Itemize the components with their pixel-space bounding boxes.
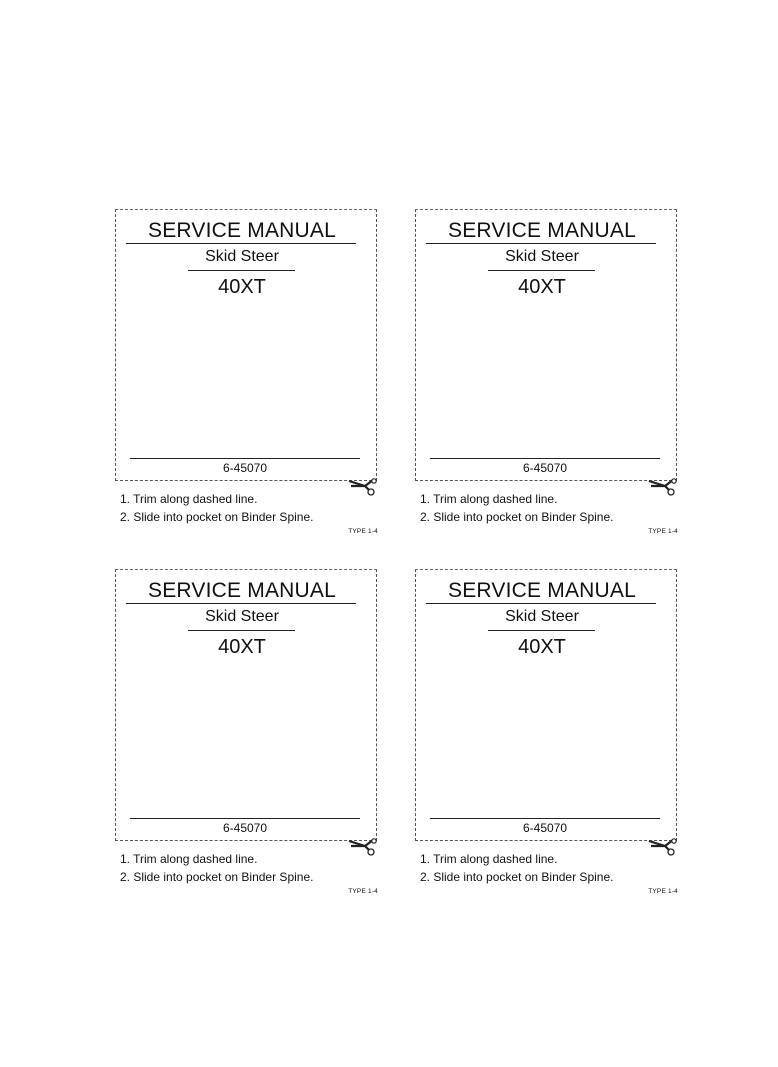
label-subtitle: Skid Steer bbox=[505, 248, 579, 265]
instruction-2: 2. Slide into pocket on Binder Spine. bbox=[420, 510, 614, 524]
type-label: TYPE 1-4 bbox=[348, 528, 378, 535]
label-part-number: 6-45070 bbox=[522, 821, 568, 835]
label-subtitle: Skid Steer bbox=[205, 608, 279, 625]
dashed-cut-line bbox=[115, 209, 377, 481]
title-rule bbox=[426, 243, 656, 244]
part-number-rule bbox=[130, 458, 360, 459]
part-number-rule bbox=[430, 458, 660, 459]
label-title: SERVICE MANUAL bbox=[448, 579, 636, 602]
label-title: SERVICE MANUAL bbox=[448, 219, 636, 242]
subtitle-rule bbox=[188, 630, 295, 631]
dashed-cut-line bbox=[115, 569, 377, 841]
subtitle-rule bbox=[488, 630, 595, 631]
scissors-icon bbox=[647, 837, 677, 859]
label-model: 40XT bbox=[218, 636, 266, 658]
instruction-1: 1. Trim along dashed line. bbox=[120, 852, 258, 866]
label-model: 40XT bbox=[218, 276, 266, 298]
label-model: 40XT bbox=[518, 636, 566, 658]
label-title: SERVICE MANUAL bbox=[148, 579, 336, 602]
label-subtitle: Skid Steer bbox=[505, 608, 579, 625]
subtitle-rule bbox=[188, 270, 295, 271]
instructions bbox=[420, 490, 613, 526]
instructions bbox=[120, 490, 313, 526]
type-label: TYPE 1-4 bbox=[648, 528, 678, 535]
type-label: TYPE 1-4 bbox=[648, 888, 678, 895]
label-part-number: 6-45070 bbox=[222, 821, 268, 835]
instruction-2: 2. Slide into pocket on Binder Spine. bbox=[420, 870, 614, 884]
label-model: 40XT bbox=[518, 276, 566, 298]
title-rule bbox=[426, 603, 656, 604]
instruction-1: 1. Trim along dashed line. bbox=[420, 492, 558, 506]
label-subtitle: Skid Steer bbox=[205, 248, 279, 265]
subtitle-rule bbox=[488, 270, 595, 271]
scissors-icon bbox=[647, 477, 677, 499]
part-number-rule bbox=[130, 818, 360, 819]
scissors-icon bbox=[347, 837, 377, 859]
scissors-icon bbox=[347, 477, 377, 499]
label-part-number: 6-45070 bbox=[222, 461, 268, 475]
label-part-number: 6-45070 bbox=[522, 461, 568, 475]
instruction-1: 1. Trim along dashed line. bbox=[120, 492, 258, 506]
instructions bbox=[120, 850, 313, 886]
label-title: SERVICE MANUAL bbox=[148, 219, 336, 242]
type-label: TYPE 1-4 bbox=[348, 888, 378, 895]
title-rule bbox=[126, 243, 356, 244]
instructions bbox=[420, 850, 613, 886]
instruction-1: 1. Trim along dashed line. bbox=[420, 852, 558, 866]
title-rule bbox=[126, 603, 356, 604]
instruction-2: 2. Slide into pocket on Binder Spine. bbox=[120, 510, 314, 524]
part-number-rule bbox=[430, 818, 660, 819]
instruction-2: 2. Slide into pocket on Binder Spine. bbox=[120, 870, 314, 884]
dashed-cut-line bbox=[415, 569, 677, 841]
dashed-cut-line bbox=[415, 209, 677, 481]
